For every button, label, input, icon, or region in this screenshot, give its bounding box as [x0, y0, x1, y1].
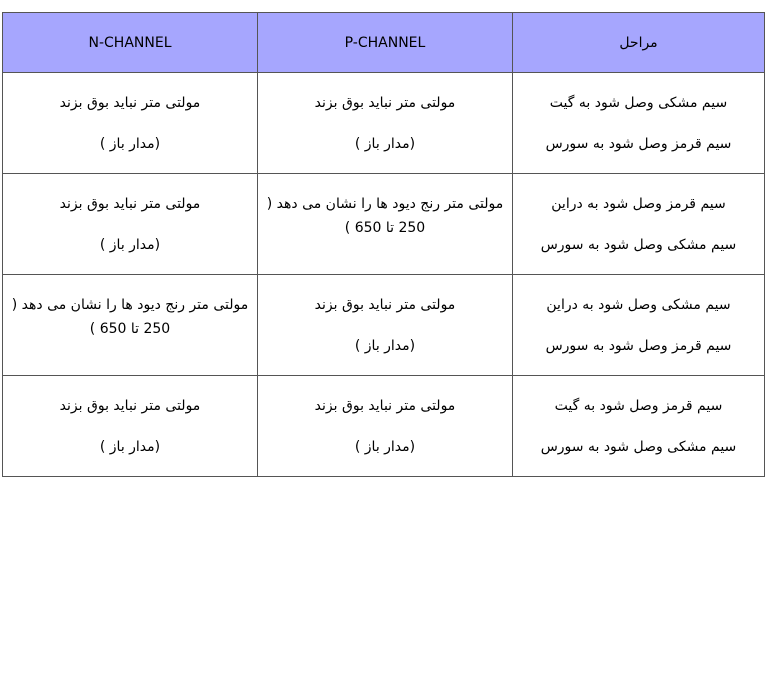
cell-text: سیم قرمز وصل شود به گیت: [554, 398, 723, 414]
cell-p-channel: [258, 275, 513, 376]
cell-n-channel: [3, 73, 258, 174]
cell-text: مولتی متر نباید بوق بزند: [314, 297, 456, 313]
header-steps: مراحل: [513, 13, 765, 73]
cell-text: سیم قرمز وصل شود به سورس: [545, 338, 732, 354]
cell-n-channel: [3, 275, 258, 376]
cell-text: مولتی متر رنج دیود ها را نشان می دهد ( 250 تا 650 ): [11, 297, 249, 337]
table-row: [3, 174, 765, 275]
cell-text: (مدار باز ): [354, 136, 416, 152]
cell-p-channel: [258, 73, 513, 174]
cell-text: سیم مشکی وصل شود به دراین: [546, 297, 731, 313]
cell-text: مولتی متر نباید بوق بزند: [59, 95, 201, 111]
cell-text: سیم قرمز وصل شود به سورس: [545, 136, 732, 152]
cell-text: سیم قرمز وصل شود به دراین: [551, 196, 726, 212]
header-n-channel: N-CHANNEL: [3, 13, 258, 73]
cell-text: (مدار باز ): [354, 439, 416, 455]
cell-steps: [513, 174, 765, 275]
table-row: [3, 376, 765, 477]
cell-p-channel: [258, 376, 513, 477]
cell-steps: [513, 275, 765, 376]
cell-steps: [513, 73, 765, 174]
cell-text: (مدار باز ): [354, 338, 416, 354]
cell-text: مولتی متر رنج دیود ها را نشان می دهد ( 250 تا 650 ): [266, 196, 504, 236]
cell-n-channel: [3, 174, 258, 275]
table-row: [3, 73, 765, 174]
cell-text: سیم مشکی وصل شود به سورس: [540, 439, 737, 455]
cell-text: مولتی متر نباید بوق بزند: [59, 196, 201, 212]
cell-text: مولتی متر نباید بوق بزند: [59, 398, 201, 414]
cell-text: سیم مشکی وصل شود به گیت: [549, 95, 728, 111]
cell-text: مولتی متر نباید بوق بزند: [314, 95, 456, 111]
cell-text: (مدار باز ): [99, 439, 161, 455]
cell-text: (مدار باز ): [99, 136, 161, 152]
cell-text: مولتی متر نباید بوق بزند: [314, 398, 456, 414]
cell-text: سیم مشکی وصل شود به سورس: [540, 237, 737, 253]
header-p-channel: P-CHANNEL: [258, 13, 513, 73]
cell-p-channel: [258, 174, 513, 275]
header-row: [3, 13, 765, 73]
cell-steps: [513, 376, 765, 477]
cell-n-channel: [3, 376, 258, 477]
mosfet-test-table: [2, 12, 765, 477]
cell-text: (مدار باز ): [99, 237, 161, 253]
table-row: [3, 275, 765, 376]
